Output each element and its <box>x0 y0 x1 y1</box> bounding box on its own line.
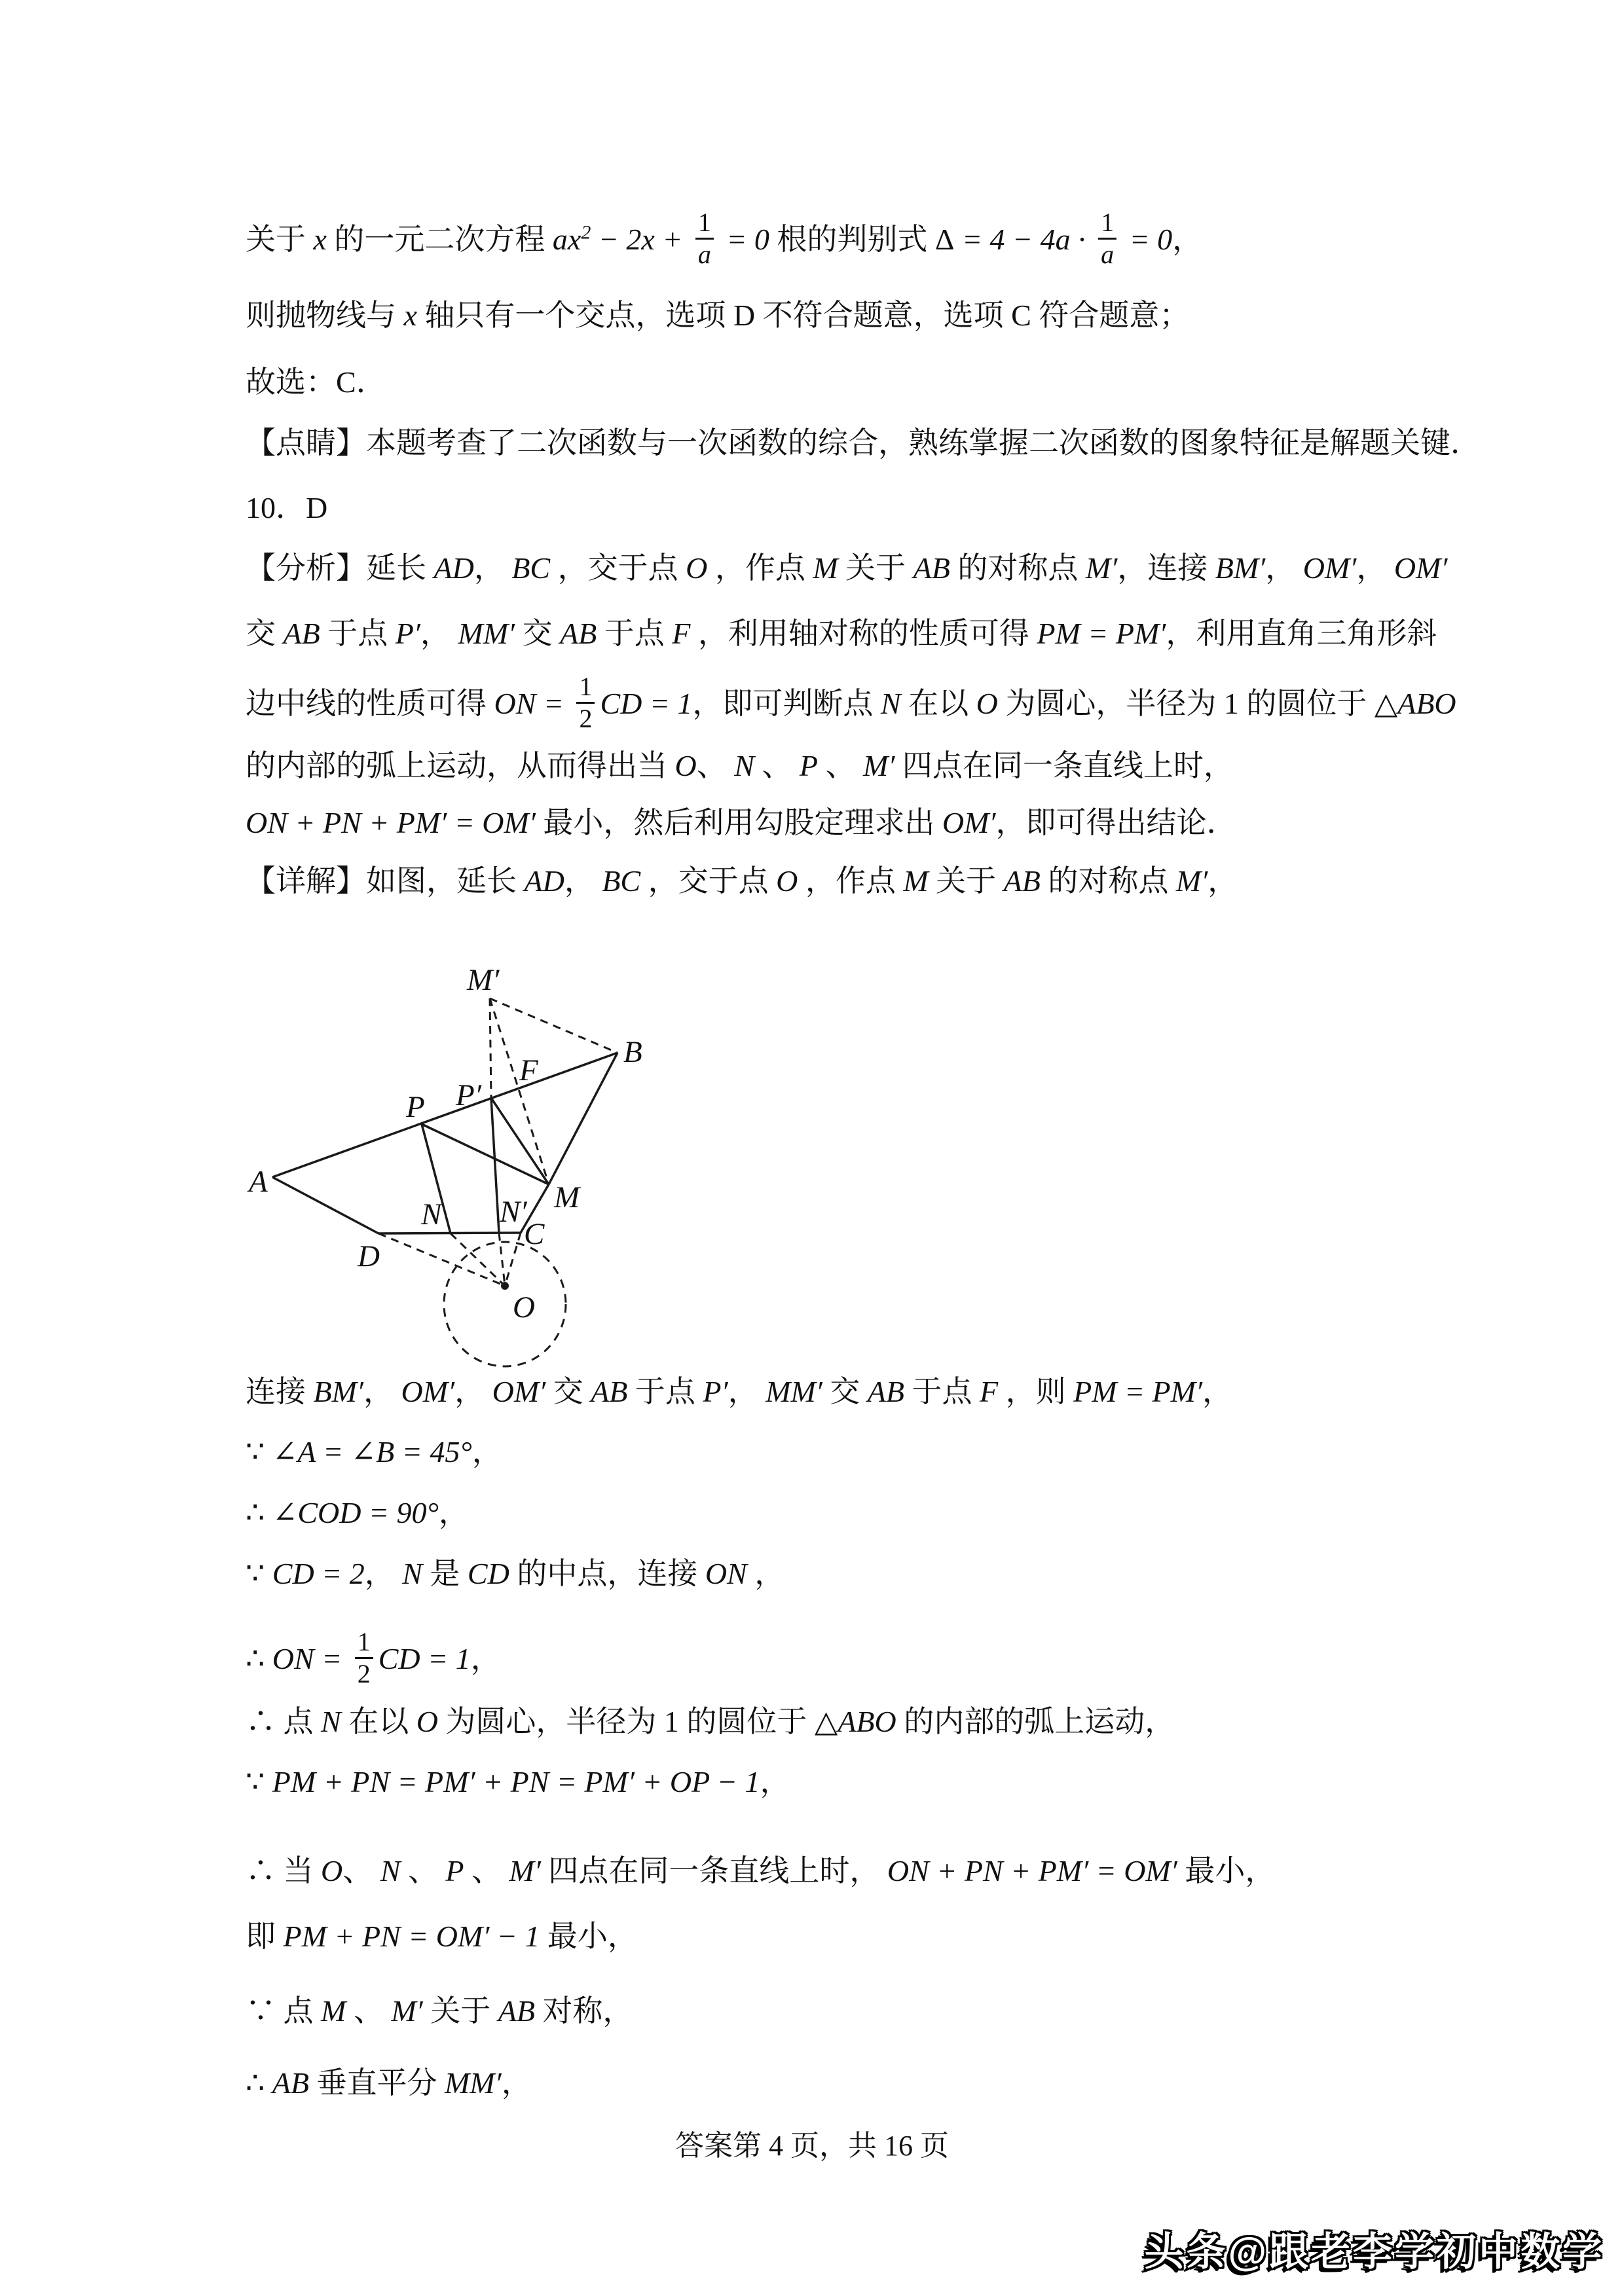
text-segment: O <box>674 749 697 782</box>
watermark: 头条@跟老李学初中数学 <box>1144 2230 1604 2274</box>
text-segment: 在以 <box>341 1705 416 1738</box>
text-segment: 符合题意； <box>1031 299 1190 332</box>
text-segment: ， <box>454 1375 492 1408</box>
text-line-18 <box>246 1760 790 1804</box>
point-label-F: F <box>519 1053 538 1087</box>
text-segment: ∴ <box>246 1496 272 1529</box>
point-label-B: B <box>623 1035 642 1069</box>
text-segment: 、 <box>818 749 864 782</box>
text-line-21 <box>246 1990 633 2033</box>
text-segment: 【分析】延长 <box>246 551 434 585</box>
text-line-10 <box>246 801 1237 845</box>
text-segment: AB <box>867 1375 904 1408</box>
text-segment: △ <box>1374 687 1398 720</box>
text-segment: ， <box>471 1435 502 1468</box>
text-segment: 则抛物线与 <box>246 299 404 332</box>
text-segment: ，连接 <box>1117 551 1215 585</box>
text-segment: 关于 <box>928 864 1004 898</box>
text-segment: 、 <box>346 1994 392 2028</box>
text-segment: M <box>813 551 838 585</box>
text-segment: AD <box>524 864 564 898</box>
text-segment: 、 <box>400 1854 446 1887</box>
point-label-P: P <box>406 1090 425 1124</box>
text-segment: ON = <box>272 1642 350 1675</box>
point-label-D: D <box>358 1239 380 1273</box>
text-segment: AB <box>498 1994 535 2028</box>
text-segment: ， <box>564 864 602 898</box>
text-segment: ON + PN + PM′ = OM′ <box>887 1854 1177 1887</box>
text-segment: O <box>776 864 798 898</box>
text-segment: M <box>903 864 929 898</box>
text-segment: ON + PN + PM′ = OM′ <box>246 806 536 839</box>
text-segment: ， <box>438 1496 469 1529</box>
text-segment: 根的判别式 <box>769 223 935 256</box>
text-segment: ABO <box>1397 687 1456 720</box>
text-segment: ∴ 当 <box>246 1854 321 1887</box>
text-segment: ax <box>552 223 581 256</box>
geometry-figure <box>236 930 694 1388</box>
text-segment: = 4 − 4a · <box>954 223 1094 256</box>
text-segment: N <box>380 1854 401 1887</box>
dashed-edge-Mp-M <box>490 998 549 1184</box>
text-segment: BM′ <box>313 1375 363 1408</box>
text-segment: ∴ 点 <box>246 1705 321 1738</box>
text-segment: 垂直平分 <box>308 2066 445 2100</box>
text-segment: x <box>313 223 327 256</box>
text-segment: P <box>445 1854 464 1887</box>
text-segment: MM′ <box>766 1375 822 1408</box>
text-line-16 <box>246 1603 501 1715</box>
text-segment: N <box>321 1705 341 1738</box>
text-segment: 在以 <box>900 687 976 720</box>
text-line-14 <box>246 1491 469 1535</box>
edge-B-M <box>549 1053 618 1184</box>
text-segment: ∵ <box>246 1765 272 1798</box>
point-label-Mp: M′ <box>467 963 500 997</box>
text-segment: ，作点 <box>707 551 813 585</box>
text-line-3 <box>246 361 386 404</box>
point-label-Pp: P′ <box>456 1078 481 1112</box>
text-segment: N <box>402 1557 422 1590</box>
text-segment: AB <box>560 617 597 650</box>
text-segment: 【详解】如图，延长 <box>246 864 525 898</box>
text-segment: 为圆心，半径为 1 的圆位于 <box>437 1705 815 1738</box>
text-segment: D <box>733 299 756 332</box>
page-footer: 答案第 4 页，共 16 页 <box>675 2130 949 2162</box>
text-segment: C <box>336 365 356 399</box>
text-segment: 的对称点 <box>1040 864 1176 898</box>
text-segment: O <box>321 1854 343 1887</box>
text-segment: F <box>979 1375 999 1408</box>
text-segment: CD = 1 <box>378 1642 471 1675</box>
text-line-5 <box>246 486 327 530</box>
edge-A-B <box>272 1053 618 1177</box>
text-segment: 【点睛】本题考查了二次函数与一次函数的综合，熟练掌握二次函数的图象特征是解题关键． <box>246 426 1481 460</box>
text-segment: 边中线的性质可得 <box>246 687 494 720</box>
text-segment: MM′ <box>458 617 515 650</box>
text-segment: 于点 <box>597 617 673 650</box>
text-line-13 <box>246 1430 502 1474</box>
text-segment: ， <box>363 1375 401 1408</box>
text-segment: O <box>686 551 708 585</box>
text-segment: 的内部的弧上运动， <box>896 1705 1175 1738</box>
text-segment: x <box>403 299 417 332</box>
dashed-edge-Mp-Pp <box>490 998 491 1098</box>
text-segment: 最小，然后利用勾股定理求出 <box>535 806 942 839</box>
text-segment: ∠COD = 90° <box>272 1496 439 1529</box>
text-line-20 <box>246 1915 638 1958</box>
text-segment: 轴只有一个交点，选项 <box>416 299 733 332</box>
text-segment: F <box>672 617 691 650</box>
text-segment: 交 <box>246 617 284 650</box>
text-segment: M′ <box>863 749 895 782</box>
text-segment: ． <box>356 365 386 399</box>
text-segment: O <box>416 1705 438 1738</box>
text-segment: 关于 <box>246 223 314 256</box>
point-label-O: O <box>513 1290 535 1324</box>
text-segment: 的一元二次方程 <box>326 223 553 256</box>
text-segment: AB <box>591 1375 628 1408</box>
text-segment: ， <box>420 617 458 650</box>
text-segment: 、 <box>754 749 800 782</box>
text-segment: ON = <box>494 687 572 720</box>
text-segment: CD = 1 <box>600 687 693 720</box>
text-segment: BC <box>511 551 551 585</box>
text-segment: 即 <box>246 1920 284 1953</box>
text-segment: ，即可判断点 <box>692 687 881 720</box>
text-segment: △ <box>814 1705 838 1738</box>
text-segment: 关于 <box>422 1994 498 2028</box>
text-segment: ， <box>1202 1375 1233 1408</box>
text-segment: AB <box>913 551 950 585</box>
text-segment: ，利用直角三角形斜 <box>1166 617 1437 650</box>
text-segment: 最小， <box>1177 1854 1276 1887</box>
text-segment: OM′ <box>942 806 996 839</box>
text-segment: PM + PN = OM′ − 1 <box>283 1920 540 1953</box>
text-segment: ， <box>728 1375 766 1408</box>
text-segment: − 2x + <box>591 223 690 256</box>
text-segment: 于点 <box>320 617 396 650</box>
text-segment: ， <box>364 1557 403 1590</box>
text-segment: AD <box>434 551 474 585</box>
text-segment: C <box>1011 299 1031 332</box>
text-segment: 、 <box>696 749 735 782</box>
text-line-2 <box>246 294 1189 337</box>
text-segment: BC <box>602 864 641 898</box>
text-line-19 <box>246 1850 1275 1893</box>
point-label-M: M <box>554 1180 580 1214</box>
text-segment: CD <box>467 1557 509 1590</box>
point-label-A: A <box>249 1165 268 1199</box>
text-segment: 关于 <box>838 551 913 585</box>
text-segment: BM′ <box>1215 551 1266 585</box>
text-segment: 对称， <box>534 1994 633 2028</box>
text-segment: 的内部的弧上运动，从而得出当 <box>246 749 675 782</box>
dashed-edge-C-O <box>505 1233 521 1286</box>
text-line-4 <box>246 422 1481 465</box>
fraction: $\frac{1}{2}$ <box>355 1627 373 1689</box>
text-segment: P′ <box>395 617 420 650</box>
dashed-edge-Np-O <box>499 1233 505 1286</box>
point-label-N: N <box>421 1197 442 1231</box>
text-segment: 交 <box>515 617 561 650</box>
text-segment: CD = 2 <box>272 1557 365 1590</box>
text-segment: PM = PM′ <box>1037 617 1166 650</box>
text-line-1 <box>246 184 1202 295</box>
text-segment: M <box>321 1994 346 2028</box>
text-segment: AB <box>1003 864 1041 898</box>
text-segment: 四点在同一条直线上时， <box>540 1854 887 1887</box>
text-segment: 交 <box>545 1375 591 1408</box>
text-segment: AB <box>272 2066 309 2100</box>
text-segment: ，交于点 <box>640 864 777 898</box>
text-segment: ， <box>473 551 512 585</box>
text-segment: ， <box>1265 551 1303 585</box>
text-segment: 、 <box>342 1854 380 1887</box>
text-segment: 的中点，连接 <box>509 1557 705 1590</box>
text-line-17 <box>246 1700 1175 1743</box>
point-label-C: C <box>524 1217 545 1251</box>
text-segment: ∵ <box>246 1435 272 1468</box>
edge-A-D <box>272 1177 378 1233</box>
text-segment: M′ <box>1085 551 1118 585</box>
text-segment: ∠A = ∠B = 45° <box>272 1435 472 1468</box>
text-segment: PM = PM′ <box>1073 1375 1203 1408</box>
text-segment: ABO <box>838 1705 896 1738</box>
text-segment: 不符合题意，选项 <box>755 299 1012 332</box>
text-segment: M′ <box>1175 864 1208 898</box>
text-segment: OM′ <box>492 1375 546 1408</box>
text-segment: ， <box>747 1557 785 1590</box>
text-segment: N <box>734 749 754 782</box>
text-line-22 <box>246 2062 532 2105</box>
text-segment: ，利用轴对称的性质可得 <box>690 617 1037 650</box>
text-segment: 四点在同一条直线上时， <box>895 749 1234 782</box>
text-segment: P <box>799 749 819 782</box>
text-segment: 10．D <box>246 491 328 524</box>
text-segment: 为圆心，半径为 1 的圆位于 <box>997 687 1375 720</box>
text-segment: 于点 <box>627 1375 703 1408</box>
text-segment: 是 <box>422 1557 468 1590</box>
text-line-6 <box>246 547 1447 590</box>
point-label-Np: N′ <box>500 1195 527 1229</box>
text-line-9 <box>246 744 1234 788</box>
text-segment: OM′ <box>1393 551 1448 585</box>
text-segment: ， <box>1172 223 1203 256</box>
text-segment: MM′ <box>444 2066 502 2100</box>
dashed-edge-N-O <box>451 1233 505 1286</box>
text-segment: PM + PN = PM′ + PN = PM′ + OP − 1 <box>272 1765 760 1798</box>
text-segment: ， <box>760 1765 790 1798</box>
text-segment: OM′ <box>1302 551 1357 585</box>
edge-Pp-Np <box>491 1098 499 1233</box>
text-segment: ， <box>1356 551 1394 585</box>
text-segment: ， <box>1208 864 1238 898</box>
text-segment: 于点 <box>904 1375 980 1408</box>
fraction: $\frac{1}{2}$ <box>576 672 595 734</box>
text-segment: ∵ <box>246 1557 272 1590</box>
text-segment: OM′ <box>401 1375 455 1408</box>
fraction: $\frac{1}{a}$ <box>1098 208 1116 270</box>
text-segment: M′ <box>391 1994 423 2028</box>
text-segment: Δ <box>934 223 955 256</box>
dashed-edge-D-O <box>378 1233 505 1286</box>
text-segment: ，作点 <box>798 864 904 898</box>
text-segment: 的对称点 <box>950 551 1086 585</box>
text-segment: ， <box>470 1642 501 1675</box>
text-segment: N <box>880 687 901 720</box>
text-segment: = 0 <box>1122 223 1173 256</box>
text-segment: 交 <box>822 1375 868 1408</box>
text-segment: ∴ <box>246 1642 272 1675</box>
dashed-edge-Mp-B <box>490 998 618 1053</box>
text-segment: AB <box>283 617 320 650</box>
text-segment: ∵ 点 <box>246 1994 321 2028</box>
text-segment: ∴ <box>246 2066 272 2100</box>
text-segment: P′ <box>703 1375 728 1408</box>
text-segment: 2 <box>581 221 591 244</box>
text-segment: 故选： <box>246 365 336 399</box>
text-segment: ON <box>705 1557 747 1590</box>
text-line-8 <box>246 648 1456 759</box>
text-segment: ，交于点 <box>550 551 686 585</box>
text-line-11 <box>246 860 1238 903</box>
text-segment: 最小， <box>540 1920 638 1953</box>
text-segment: ， <box>501 2066 532 2100</box>
text-segment: 连接 <box>246 1375 314 1408</box>
circle-O <box>444 1242 566 1366</box>
text-segment: 、 <box>464 1854 509 1887</box>
fraction: $\frac{1}{a}$ <box>695 208 714 270</box>
text-segment: O <box>976 687 998 720</box>
text-line-15 <box>246 1552 784 1595</box>
text-segment: M′ <box>509 1854 541 1887</box>
text-segment: ，则 <box>998 1375 1074 1408</box>
text-segment: ，即可得出结论． <box>995 806 1237 839</box>
text-segment: = 0 <box>718 223 769 256</box>
point-O-dot <box>501 1282 509 1290</box>
